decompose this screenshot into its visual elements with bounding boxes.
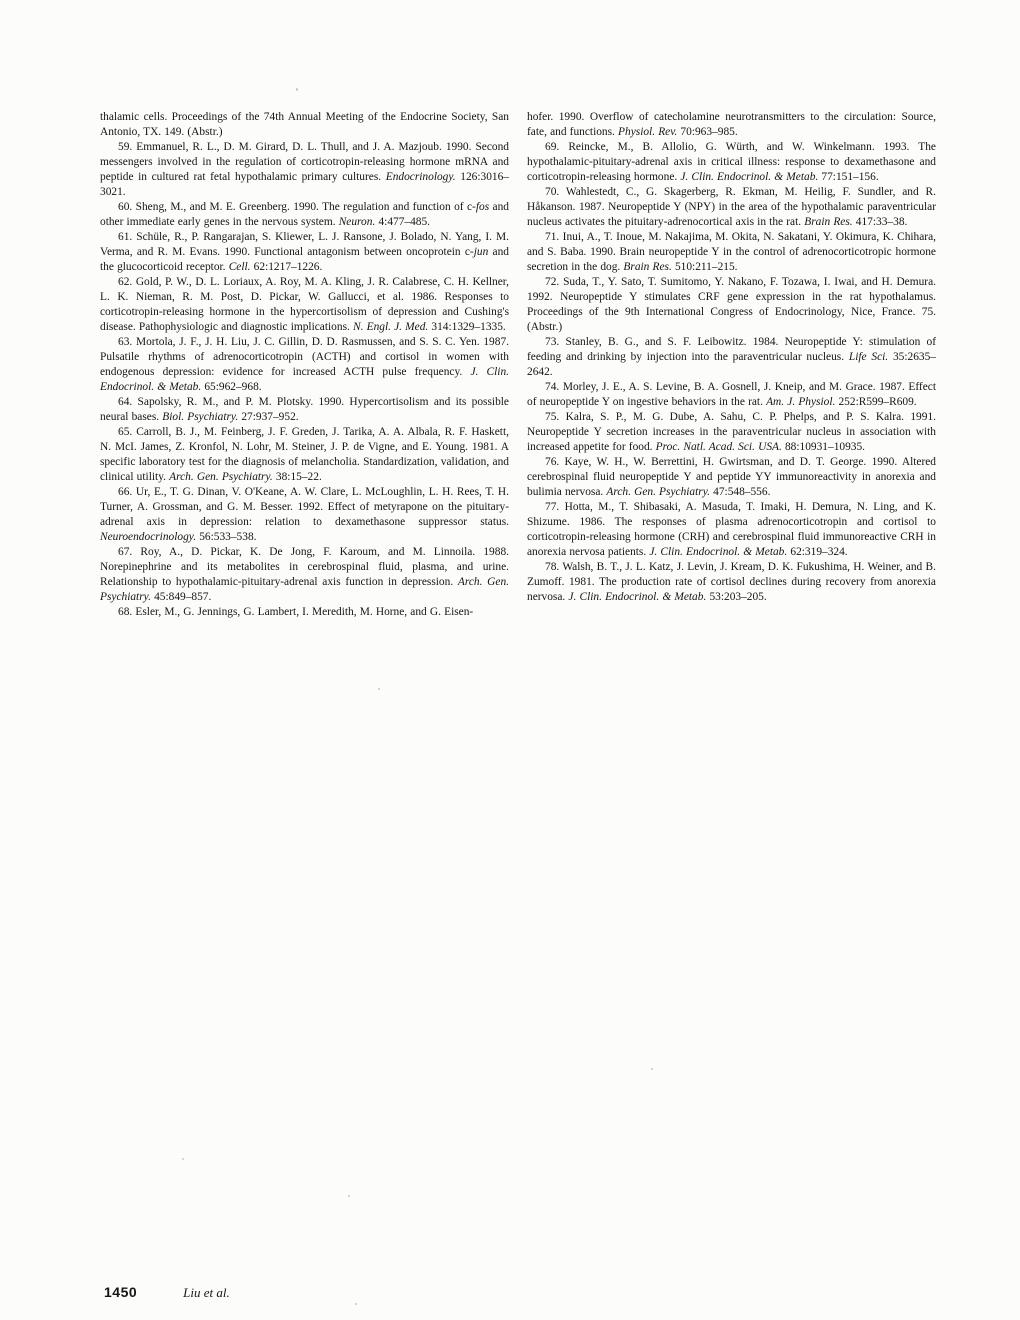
journal-name: Arch. Gen. Psychiatry. xyxy=(606,486,710,498)
scan-speck xyxy=(355,1303,357,1305)
reference-text: 76. Kaye, W. H., W. Berrettini, H. Gwirtsman, and D. T. George. 1990. Altered cerebrospinal fluid neuropeptide Y and peptide YY immunoreactivity in anorexia and bulimia nervosa. xyxy=(527,456,936,498)
journal-name: Brain Res. xyxy=(623,261,672,273)
reference-text: 75. Kalra, S. P., M. G. Dube, A. Sahu, C. P. Phelps, and P. S. Kalra. 1991. Neuropeptide Y secretion increases in the paraventricular nucleus in association with increased appetite for food. xyxy=(527,411,936,453)
reference-text: 77. Hotta, M., T. Shibasaki, A. Masuda, T. Imaki, H. Demura, N. Ling, and K. Shizume. 1986. The responses of plasma adrenocorticotropin and cortisol to corticotropin-releasing hormone (CRH) and cerebrospinal fluid immunoreactive CRH in anorexia nervosa patients. xyxy=(527,501,936,558)
journal-name: Physiol. Rev. xyxy=(618,126,678,138)
reference-text: 73. Stanley, B. G., and S. F. Leibowitz. 1984. Neuropeptide Y: stimulation of feeding and drinking by injection into the paraventricular nucleus. xyxy=(527,336,936,363)
scan-speck xyxy=(182,1158,184,1160)
page-footer xyxy=(104,1284,230,1301)
reference-text: 60. Sheng, M., and M. E. Greenberg. 1990. The regulation and function of c- xyxy=(118,201,476,213)
reference-text: 63. Mortola, J. F., J. H. Liu, J. C. Gillin, D. D. Rasmussen, and S. S. C. Yen. 1987. Pulsatile rhythms of adrenocorticotropin (ACTH) and cortisol in women with endogenous depression: evidence for increased ACTH pulse frequency. xyxy=(100,336,509,378)
scan-speck xyxy=(348,1195,350,1197)
reference-text: 27:937–952. xyxy=(238,411,299,423)
reference-paragraph xyxy=(100,230,509,275)
journal-name: Life Sci. xyxy=(848,351,889,363)
reference-paragraph xyxy=(527,140,936,185)
journal-name: fos xyxy=(475,201,490,213)
right-column xyxy=(527,110,936,620)
reference-text: thalamic cells. Proceedings of the 74th Annual Meeting of the Endocrine Society, San Antonio, TX. 149. (Abstr.) xyxy=(100,111,509,138)
journal-name: Arch. Gen. Psychiatry. xyxy=(169,471,273,483)
scan-speck xyxy=(378,688,380,690)
reference-text: and other immediate early genes in the nervous system. xyxy=(100,201,509,228)
reference-text: 62:319–324. xyxy=(787,546,848,558)
reference-paragraph xyxy=(100,140,509,200)
references-section xyxy=(100,110,936,620)
reference-text: 72. Suda, T., Y. Sato, T. Sumitomo, Y. Nakano, F. Tozawa, I. Iwai, and H. Demura. 1992. Neuropeptide Y stimulates CRF gene expression in the rat hypothalamus. Proceedings of the 9th International Congress of Endocrinology, Nice, France. 75. (Abstr.) xyxy=(527,276,936,333)
reference-text: 47:548–556. xyxy=(710,486,771,498)
reference-paragraph xyxy=(100,485,509,545)
reference-text: 70. Wahlestedt, C., G. Skagerberg, R. Ekman, M. Heilig, F. Sundler, and R. Håkanson. 1987. Neuropeptide Y (NPY) in the area of the hypothalamic paraventricular nucleus activates the pituitary-adrenocortical axis in the rat. xyxy=(527,186,936,228)
journal-name: Biol. Psychiatry. xyxy=(162,411,239,423)
journal-name: Proc. Natl. Acad. Sci. USA. xyxy=(655,441,782,453)
reference-paragraph xyxy=(527,500,936,560)
reference-text: 65:962–968. xyxy=(201,381,262,393)
reference-text: 45:849–857. xyxy=(150,591,212,603)
reference-text: 67. Roy, A., D. Pickar, K. De Jong, F. Karoum, and M. Linnoila. 1988. Norepinephrine and its metabolites in cerebrospinal fluid, plasma, and urine. Relationship to hypothalamic-pituitary-adrenal axis function in depression. xyxy=(100,546,509,588)
left-column xyxy=(100,110,509,620)
reference-text: 510:211–215. xyxy=(671,261,738,273)
reference-paragraph xyxy=(527,410,936,455)
reference-paragraph xyxy=(100,425,509,485)
reference-paragraph xyxy=(100,200,509,230)
reference-paragraph xyxy=(527,110,936,140)
reference-paragraph xyxy=(527,380,936,410)
reference-text: 59. Emmanuel, R. L., D. M. Girard, D. L. Thull, and J. A. Mazjoub. 1990. Second messengers involved in the regulation of corticotropin-releasing hormone mRNA and peptide in cultured rat fetal hypothalamic primary cultures. xyxy=(100,141,509,183)
reference-text: 77:151–156. xyxy=(818,171,879,183)
reference-paragraph xyxy=(527,230,936,275)
reference-text: 38:15–22. xyxy=(272,471,322,483)
reference-text: 68. Esler, M., G. Jennings, G. Lambert, I. Meredith, M. Horne, and G. Eisen- xyxy=(118,606,474,618)
journal-name: jun xyxy=(473,246,489,258)
reference-text: 78. Walsh, B. T., J. L. Katz, J. Levin, J. Kream, D. K. Fukushima, H. Weiner, and B. Zumoff. 1981. The production rate of cortisol declines during recovery from anorexia nervosa. xyxy=(527,561,936,603)
journal-name: J. Clin. Endocrinol. & Metab. xyxy=(649,546,788,558)
journal-name: Am. J. Physiol. xyxy=(766,396,836,408)
journal-name: Brain Res. xyxy=(804,216,853,228)
reference-paragraph xyxy=(527,185,936,230)
journal-name: Endocrinology. xyxy=(385,171,456,183)
page-number: 1450 xyxy=(104,1284,138,1300)
reference-text: 417:33–38. xyxy=(852,216,908,228)
reference-paragraph xyxy=(100,335,509,395)
reference-paragraph xyxy=(100,395,509,425)
reference-text: 61. Schüle, R., P. Rangarajan, S. Kliewer, L. J. Ransone, J. Bolado, N. Yang, I. M. Verma, and R. M. Evans. 1990. Functional antagonism between oncoprotein c- xyxy=(100,231,509,258)
reference-text: 65. Carroll, B. J., M. Feinberg, J. F. Greden, J. Tarika, A. A. Albala, R. F. Haskett, N. McI. James, Z. Kronfol, N. Lohr, M. Steiner, J. P. de Vigne, and E. Young. 1981. A specific laboratory test for the diagnosis of melancholia. Standardization, validation, and clinical utility. xyxy=(100,426,509,483)
reference-text: 62:1217–1226. xyxy=(250,261,323,273)
reference-text: 71. Inui, A., T. Inoue, M. Nakajima, M. Okita, N. Sakatani, Y. Okimura, K. Chihara, and S. Baba. 1990. Brain neuropeptide Y in the control of adrenocorticotropic hormone secretion in the dog. xyxy=(527,231,936,273)
reference-paragraph xyxy=(100,545,509,605)
journal-name: J. Clin. Endocrinol. & Metab. xyxy=(568,591,707,603)
journal-name: Cell. xyxy=(228,261,251,273)
reference-text: 62. Gold, P. W., D. L. Loriaux, A. Roy, M. A. Kling, J. R. Calabrese, C. H. Kellner, L. K. Nieman, R. M. Post, D. Pickar, W. Gallucci, et al. 1986. Responses to corticotropin-releasing hormone in the hypercortisolism of depression and Cushing's disease. Pathophysiologic and diagnostic implications. xyxy=(100,276,509,333)
reference-text: 314:1329–1335. xyxy=(428,321,506,333)
reference-paragraph xyxy=(100,275,509,335)
journal-name: N. Engl. J. Med. xyxy=(353,321,429,333)
reference-paragraph xyxy=(527,335,936,380)
journal-name: Neuron. xyxy=(338,216,376,228)
journal-name: Arch. Gen. Psychiatry. xyxy=(100,576,509,603)
scan-speck xyxy=(651,1068,653,1070)
reference-text: 56:533–538. xyxy=(196,531,257,543)
reference-text: and the glucocorticoid receptor. xyxy=(100,246,509,273)
reference-text: 252:R599–R609. xyxy=(835,396,917,408)
reference-text: hofer. 1990. Overflow of catecholamine neurotransmitters to the circulation: Source, fate, and functions. xyxy=(527,111,936,138)
reference-text: 69. Reincke, M., B. Allolio, G. Würth, and W. Winkelmann. 1993. The hypothalamic-pituitary-adrenal axis in critical illness: response to dexamethasone and corticotropin-releasing hormone. xyxy=(527,141,936,183)
reference-paragraph xyxy=(527,560,936,605)
reference-paragraph xyxy=(527,455,936,500)
running-authors: Liu et al. xyxy=(183,1285,230,1300)
journal-name: J. Clin. Endocrinol. & Metab. xyxy=(680,171,819,183)
reference-text: 74. Morley, J. E., A. S. Levine, B. A. Gosnell, J. Kneip, and M. Grace. 1987. Effect of neuropeptide Y on ingestive behaviors in the rat. xyxy=(527,381,936,408)
reference-text: 35:2635–2642. xyxy=(527,351,936,378)
reference-text: 64. Sapolsky, R. M., and P. M. Plotsky. 1990. Hypercortisolism and its possible neural bases. xyxy=(100,396,509,423)
reference-text: 66. Ur, E., T. G. Dinan, V. O'Keane, A. W. Clare, L. McLoughlin, L. H. Rees, T. H. Turner, A. Grossman, and G. M. Besser. 1992. Effect of metyrapone on the pituitary-adrenal axis in depression: relation to dexamethasone suppressor status. xyxy=(100,486,509,528)
reference-text: 88:10931–10935. xyxy=(781,441,866,453)
reference-text: 53:203–205. xyxy=(706,591,767,603)
reference-text: 126:3016–3021. xyxy=(100,171,509,198)
reference-paragraph xyxy=(527,275,936,335)
journal-name: Neuroendocrinology. xyxy=(100,531,197,543)
scan-speck xyxy=(296,88,298,91)
reference-text: 70:963–985. xyxy=(677,126,738,138)
reference-paragraph xyxy=(100,110,509,140)
reference-text: 4:477–485. xyxy=(375,216,431,228)
journal-name: J. Clin. Endocrinol. & Metab. xyxy=(100,366,509,393)
reference-paragraph xyxy=(100,605,509,620)
